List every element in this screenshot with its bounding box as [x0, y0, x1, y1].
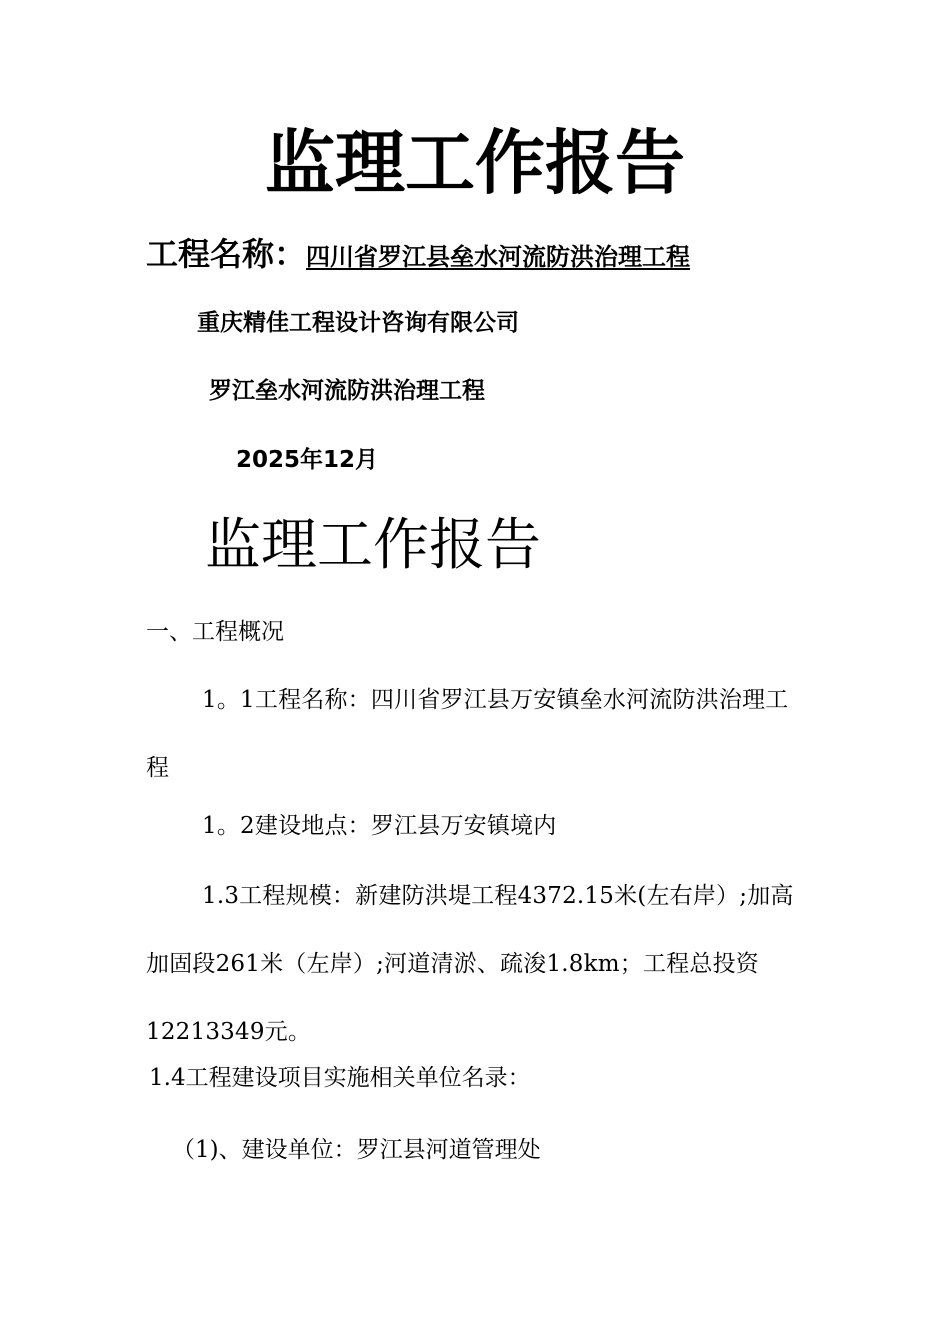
- report-body-title: 监理工作报告: [205, 513, 541, 578]
- paragraph-project-name: 1。1工程名称：四川省罗江县万安镇垒水河流防洪治理工程: [146, 687, 789, 781]
- project-name-line: [146, 232, 690, 282]
- cover-project-name: 罗江垒水河流防洪治理工程: [209, 378, 485, 404]
- section-heading-overview: 一、工程概况: [146, 619, 284, 645]
- paragraph-scale: 1.3工程规模：新建防洪堤工程4372.15米(左右岸）;加高加固段261米（左岸）;河道清淤、疏浚1.8km；工程总投资12213349元。: [146, 883, 794, 1045]
- paragraph-construction-unit: （1)、建设单位：罗江县河道管理处: [172, 1137, 541, 1163]
- report-date: 2025年12月: [236, 447, 379, 473]
- project-name-value: 四川省罗江县垒水河流防洪治理工程: [306, 243, 691, 271]
- cover-title: 监理工作报告: [265, 122, 685, 204]
- paragraph-location: 1。2建设地点：罗江县万安镇境内: [202, 813, 557, 839]
- supervision-company: 重庆精佳工程设计咨询有限公司: [197, 310, 519, 336]
- paragraph-units-heading: 1.4工程建设项目实施相关单位名录：: [149, 1065, 531, 1091]
- project-name-label: 工程名称：: [146, 235, 307, 273]
